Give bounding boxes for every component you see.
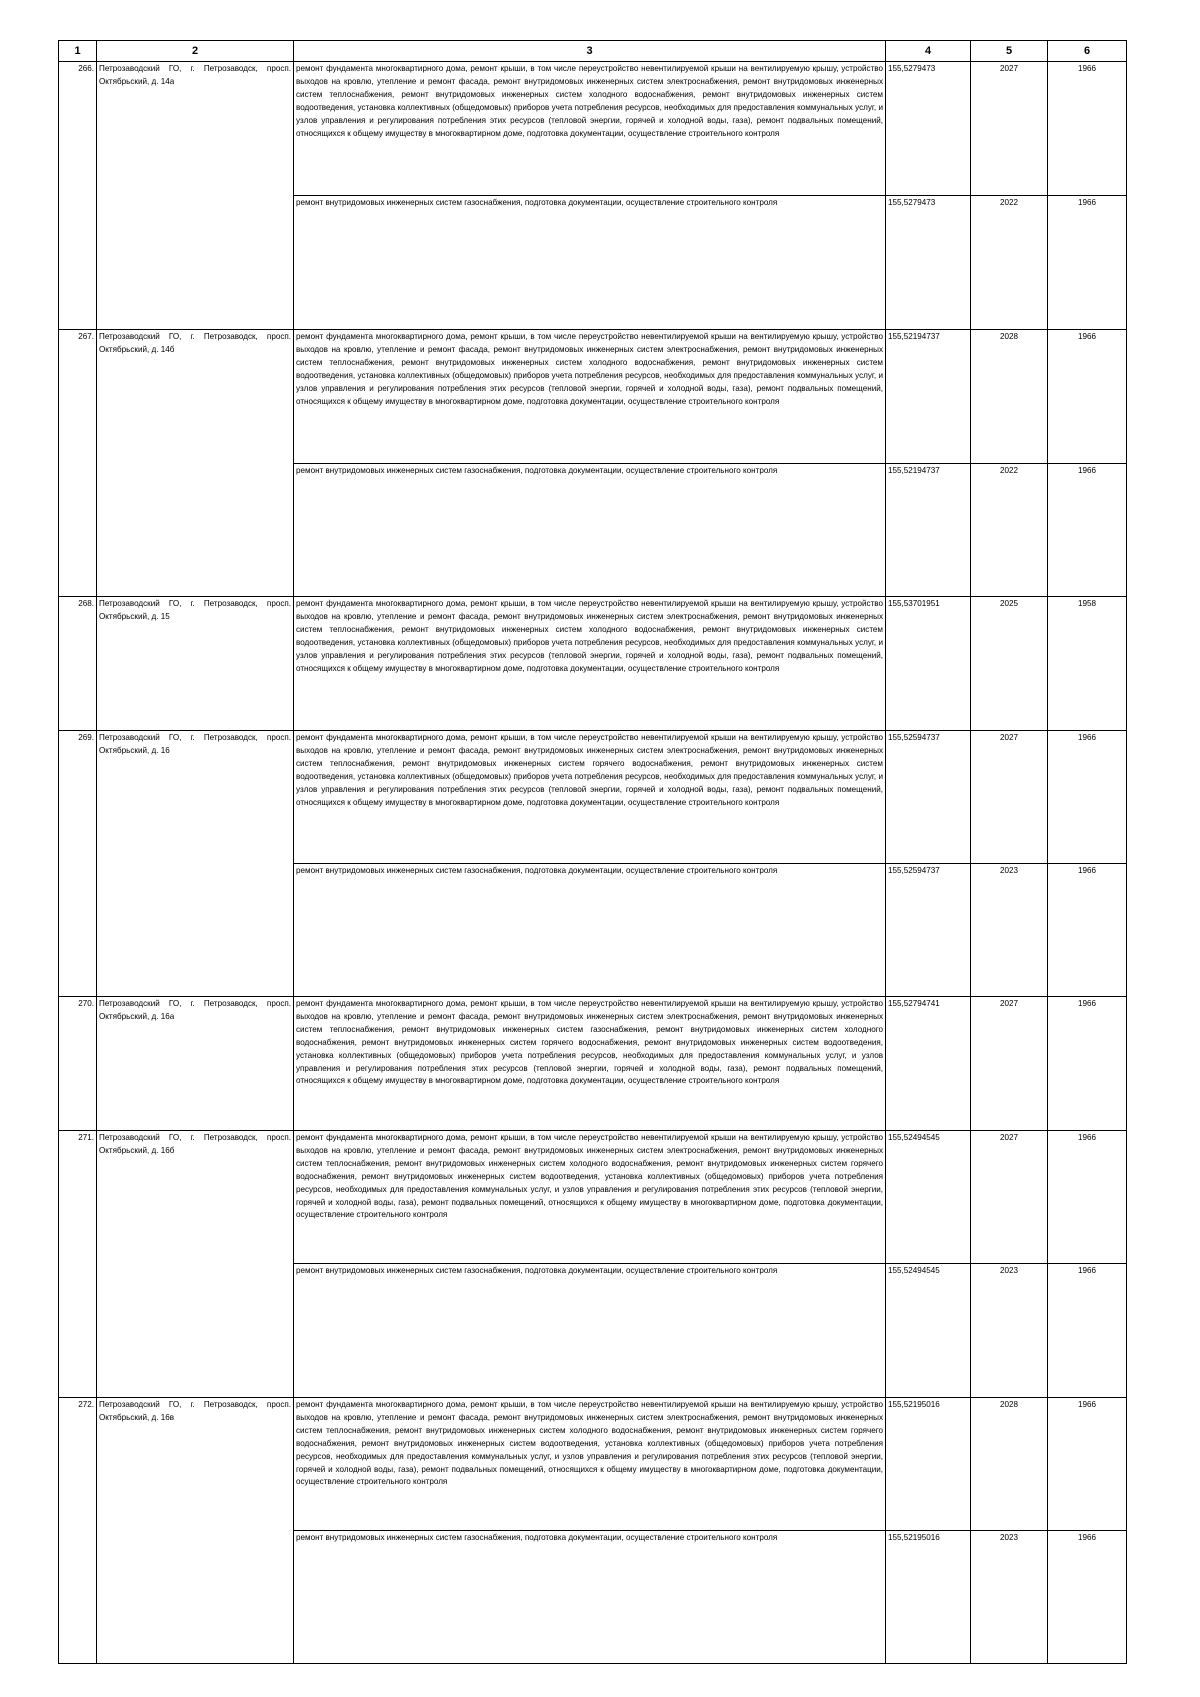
address-cell: Петрозаводский ГО, г. Петрозаводск, просп. Октябрьский, д. 15 xyxy=(97,597,294,731)
column-header-3: 3 xyxy=(294,41,886,62)
works-cell: ремонт фундамента многоквартирного дома, ремонт крыши, в том числе переустройство невентилируемой крыши на вентилируемую крышу, устройство выходов на кровлю, утепление и ремонт фасада, ремонт внутридомовых инженерных систем электроснабжения, ремонт внутридомовых инженерных систем теплоснабжения, ремонт внутридомовых инженерных систем холодного водоснабжения, ремонт внутридомовых инженерных систем водоотведения, установка коллективных (общедомовых) приборов учета потребления ресурсов, необходимых для предоставления коммунальных услуг, и узлов управления и регулирования потребления этих ресурсов (тепловой энергии, горячей и холодной воды, газа), ремонт подвальных помещений, относящихся к общему имуществу в многоквартирном доме, подготовка документации, осуществление строительного контроля xyxy=(294,330,886,464)
built-year-cell: 1966 xyxy=(1048,464,1127,597)
column-header-4: 4 xyxy=(886,41,971,62)
table-row xyxy=(59,1398,1127,1531)
built-year-cell: 1966 xyxy=(1048,1131,1127,1264)
cost-cell: 155,5279473 xyxy=(886,62,971,196)
year-cell: 2027 xyxy=(971,1131,1048,1264)
row-number: 268. xyxy=(59,597,97,731)
year-cell: 2022 xyxy=(971,196,1048,330)
works-cell: ремонт фундамента многоквартирного дома, ремонт крыши, в том числе переустройство невентилируемой крыши на вентилируемую крышу, устройство выходов на кровлю, утепление и ремонт фасада, ремонт внутридомовых инженерных систем электроснабжения, ремонт внутридомовых инженерных систем теплоснабжения, ремонт внутридомовых инженерных систем горячего водоснабжения, ремонт внутридомовых инженерных систем водоотведения, установка коллективных (общедомовых) приборов учета потребления ресурсов, необходимых для предоставления коммунальных услуг, и узлов управления и регулирования потребления этих ресурсов (тепловой энергии, горячей и холодной воды, газа), ремонт подвальных помещений, относящихся к общему имуществу в многоквартирном доме, подготовка документации, осуществление строительного контроля xyxy=(294,731,886,864)
column-header-6: 6 xyxy=(1048,41,1127,62)
address-cell: Петрозаводский ГО, г. Петрозаводск, просп. Октябрьский, д. 16в xyxy=(97,1398,294,1664)
year-cell: 2027 xyxy=(971,62,1048,196)
built-year-cell: 1966 xyxy=(1048,864,1127,997)
year-cell: 2028 xyxy=(971,330,1048,464)
year-cell: 2023 xyxy=(971,1264,1048,1398)
year-cell: 2023 xyxy=(971,864,1048,997)
built-year-cell: 1966 xyxy=(1048,1531,1127,1664)
address-cell: Петрозаводский ГО, г. Петрозаводск, просп. Октябрьский, д. 16 xyxy=(97,731,294,997)
cost-cell: 155,52594737 xyxy=(886,864,971,997)
header-row xyxy=(59,41,1127,62)
row-number: 266. xyxy=(59,62,97,330)
year-cell: 2028 xyxy=(971,1398,1048,1531)
row-number: 272. xyxy=(59,1398,97,1664)
row-number: 269. xyxy=(59,731,97,997)
built-year-cell: 1966 xyxy=(1048,1264,1127,1398)
column-header-2: 2 xyxy=(97,41,294,62)
built-year-cell: 1966 xyxy=(1048,731,1127,864)
table-row xyxy=(59,597,1127,731)
table-row xyxy=(59,997,1127,1131)
built-year-cell: 1966 xyxy=(1048,330,1127,464)
works-cell: ремонт внутридомовых инженерных систем газоснабжения, подготовка документации, осуществление строительного контроля xyxy=(294,196,886,330)
works-cell: ремонт внутридомовых инженерных систем газоснабжения, подготовка документации, осуществление строительного контроля xyxy=(294,464,886,597)
year-cell: 2025 xyxy=(971,597,1048,731)
year-cell: 2027 xyxy=(971,731,1048,864)
year-cell: 2027 xyxy=(971,997,1048,1131)
cost-cell: 155,52794741 xyxy=(886,997,971,1131)
table-row xyxy=(59,330,1127,464)
cost-cell: 155,52195016 xyxy=(886,1531,971,1664)
table-row xyxy=(59,731,1127,864)
year-cell: 2023 xyxy=(971,1531,1048,1664)
table-row xyxy=(59,62,1127,196)
column-header-5: 5 xyxy=(971,41,1048,62)
built-year-cell: 1958 xyxy=(1048,597,1127,731)
address-cell: Петрозаводский ГО, г. Петрозаводск, просп. Октябрьский, д. 14б xyxy=(97,330,294,597)
row-number: 267. xyxy=(59,330,97,597)
cost-cell: 155,53701951 xyxy=(886,597,971,731)
works-cell: ремонт внутридомовых инженерных систем газоснабжения, подготовка документации, осуществление строительного контроля xyxy=(294,1264,886,1398)
built-year-cell: 1966 xyxy=(1048,997,1127,1131)
row-number: 271. xyxy=(59,1131,97,1398)
built-year-cell: 1966 xyxy=(1048,1398,1127,1531)
address-cell: Петрозаводский ГО, г. Петрозаводск, просп. Октябрьский, д. 16а xyxy=(97,997,294,1131)
year-cell: 2022 xyxy=(971,464,1048,597)
works-cell: ремонт фундамента многоквартирного дома, ремонт крыши, в том числе переустройство невентилируемой крыши на вентилируемую крышу, устройство выходов на кровлю, утепление и ремонт фасада, ремонт внутридомовых инженерных систем электроснабжения, ремонт внутридомовых инженерных систем теплоснабжения, ремонт внутридомовых инженерных систем холодного водоснабжения, ремонт внутридомовых инженерных систем водоотведения, установка коллективных (общедомовых) приборов учета потребления ресурсов, необходимых для предоставления коммунальных услуг, и узлов управления и регулирования потребления этих ресурсов (тепловой энергии, горячей и холодной воды, газа), ремонт подвальных помещений, относящихся к общему имуществу в многоквартирном доме, подготовка документации, осуществление строительного контроля xyxy=(294,597,886,731)
cost-cell: 155,52194737 xyxy=(886,464,971,597)
works-cell: ремонт фундамента многоквартирного дома, ремонт крыши, в том числе переустройство невентилируемой крыши на вентилируемую крышу, устройство выходов на кровлю, утепление и ремонт фасада, ремонт внутридомовых инженерных систем электроснабжения, ремонт внутридомовых инженерных систем теплоснабжения, ремонт внутридомовых инженерных систем холодного водоснабжения, ремонт внутридомовых инженерных систем горячего водоснабжения, ремонт внутридомовых инженерных систем водоотведения, установка коллективных (общедомовых) приборов учета потребления ресурсов, необходимых для предоставления коммунальных услуг, и узлов управления и регулирования потребления этих ресурсов (тепловой энергии, горячей и холодной воды, газа), ремонт подвальных помещений, относящихся к общему имуществу в многоквартирном доме, подготовка документации, осуществление строительного контроля xyxy=(294,1131,886,1264)
built-year-cell: 1966 xyxy=(1048,62,1127,196)
row-number: 270. xyxy=(59,997,97,1131)
works-cell: ремонт фундамента многоквартирного дома, ремонт крыши, в том числе переустройство невентилируемой крыши на вентилируемую крышу, устройство выходов на кровлю, утепление и ремонт фасада, ремонт внутридомовых инженерных систем электроснабжения, ремонт внутридомовых инженерных систем теплоснабжения, ремонт внутридомовых инженерных систем газоснабжения, ремонт внутридомовых инженерных систем холодного водоснабжения, ремонт внутридомовых инженерных систем горячего водоснабжения, ремонт внутридомовых инженерных систем водоотведения, установка коллективных (общедомовых) приборов учета потребления ресурсов, необходимых для предоставления коммунальных услуг, и узлов управления и регулирования потребления этих ресурсов (тепловой энергии, горячей и холодной воды, газа), ремонт подвальных помещений, относящихся к общему имуществу в многоквартирном доме, подготовка документации, осуществление строительного контроля xyxy=(294,997,886,1131)
cost-cell: 155,5279473 xyxy=(886,196,971,330)
cost-cell: 155,52594737 xyxy=(886,731,971,864)
cost-cell: 155,52195016 xyxy=(886,1398,971,1531)
works-cell: ремонт внутридомовых инженерных систем газоснабжения, подготовка документации, осуществление строительного контроля xyxy=(294,1531,886,1664)
address-cell: Петрозаводский ГО, г. Петрозаводск, просп. Октябрьский, д. 16б xyxy=(97,1131,294,1398)
repair-program-table xyxy=(58,40,1127,1664)
address-cell: Петрозаводский ГО, г. Петрозаводск, просп. Октябрьский, д. 14а xyxy=(97,62,294,330)
works-cell: ремонт фундамента многоквартирного дома, ремонт крыши, в том числе переустройство невентилируемой крыши на вентилируемую крышу, устройство выходов на кровлю, утепление и ремонт фасада, ремонт внутридомовых инженерных систем электроснабжения, ремонт внутридомовых инженерных систем теплоснабжения, ремонт внутридомовых инженерных систем холодного водоснабжения, ремонт внутридомовых инженерных систем горячего водоснабжения, ремонт внутридомовых инженерных систем водоотведения, установка коллективных (общедомовых) приборов учета потребления ресурсов, необходимых для предоставления коммунальных услуг, и узлов управления и регулирования потребления этих ресурсов (тепловой энергии, горячей и холодной воды, газа), ремонт подвальных помещений, относящихся к общему имуществу в многоквартирном доме, подготовка документации, осуществление строительного контроля xyxy=(294,1398,886,1531)
works-cell: ремонт фундамента многоквартирного дома, ремонт крыши, в том числе переустройство невентилируемой крыши на вентилируемую крышу, устройство выходов на кровлю, утепление и ремонт фасада, ремонт внутридомовых инженерных систем электроснабжения, ремонт внутридомовых инженерных систем теплоснабжения, ремонт внутридомовых инженерных систем холодного водоснабжения, ремонт внутридомовых инженерных систем водоотведения, установка коллективных (общедомовых) приборов учета потребления ресурсов, необходимых для предоставления коммунальных услуг, и узлов управления и регулирования потребления этих ресурсов (тепловой энергии, горячей и холодной воды, газа), ремонт подвальных помещений, относящихся к общему имуществу в многоквартирном доме, подготовка документации, осуществление строительного контроля xyxy=(294,62,886,196)
works-cell: ремонт внутридомовых инженерных систем газоснабжения, подготовка документации, осуществление строительного контроля xyxy=(294,864,886,997)
table-row xyxy=(59,1131,1127,1264)
column-header-1: 1 xyxy=(59,41,97,62)
cost-cell: 155,52494545 xyxy=(886,1264,971,1398)
cost-cell: 155,52194737 xyxy=(886,330,971,464)
cost-cell: 155,52494545 xyxy=(886,1131,971,1264)
built-year-cell: 1966 xyxy=(1048,196,1127,330)
